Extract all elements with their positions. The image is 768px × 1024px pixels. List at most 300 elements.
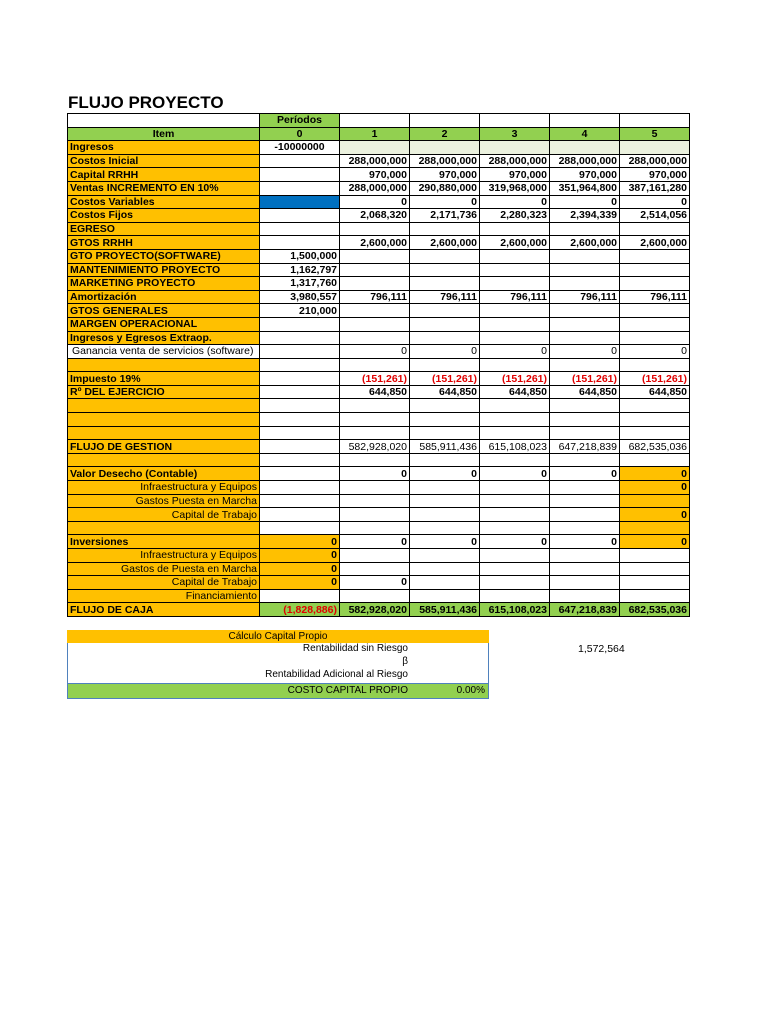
cell-period-3: 0 <box>480 535 550 549</box>
cell-period-3 <box>480 576 550 590</box>
cell-period-3 <box>480 249 550 263</box>
cell-period-4 <box>550 453 620 467</box>
cell-period-0 <box>260 426 340 440</box>
cell-period-5 <box>620 277 690 291</box>
cell-period-0 <box>260 494 340 508</box>
cell-period-4 <box>550 549 620 563</box>
cell-period-0 <box>260 440 340 454</box>
cell-period-2 <box>410 331 480 345</box>
cell-period-1: 0 <box>340 535 410 549</box>
table-row <box>68 249 690 263</box>
cell-period-0: 1,500,000 <box>260 249 340 263</box>
cell-period-1: 288,000,000 <box>340 181 410 195</box>
table-row <box>68 358 690 372</box>
cell-period-0 <box>260 236 340 250</box>
table-row <box>68 494 690 508</box>
costo-capital-value: 0.00% <box>456 685 485 696</box>
cell-period-4 <box>550 317 620 331</box>
cell-period-0 <box>260 358 340 372</box>
row-label: GTOS RRHH <box>68 236 260 250</box>
cell-period-0: 1,162,797 <box>260 263 340 277</box>
cell-period-0 <box>260 372 340 386</box>
cell-period-3: 615,108,023 <box>480 440 550 454</box>
cell-period-3 <box>480 589 550 603</box>
cell-period-0: (1,828,886) <box>260 603 340 617</box>
cell-period-1 <box>340 277 410 291</box>
periods-row <box>68 114 690 128</box>
cell-period-3: 0 <box>480 195 550 209</box>
cell-period-4 <box>550 562 620 576</box>
cell-period-3 <box>480 413 550 427</box>
cell-period-2 <box>410 508 480 522</box>
cell-period-4 <box>550 358 620 372</box>
cell-period-4 <box>550 141 620 155</box>
cell-period-3: (151,261) <box>480 372 550 386</box>
cell-period-5 <box>620 576 690 590</box>
cell-period-4 <box>550 331 620 345</box>
table-row <box>68 317 690 331</box>
row-label <box>68 521 260 535</box>
cell-period-4 <box>550 589 620 603</box>
periods-header: Períodos <box>260 114 340 128</box>
table-row <box>68 222 690 236</box>
table-row <box>68 535 690 549</box>
cell-period-1: 2,068,320 <box>340 209 410 223</box>
cell-period-2: 2,600,000 <box>410 236 480 250</box>
table-row <box>68 562 690 576</box>
cell-period-3 <box>480 277 550 291</box>
beta-label: β <box>402 656 408 667</box>
cell-period-0: 0 <box>260 535 340 549</box>
rentabilidad-adicional-label: Rentabilidad Adicional al Riesgo <box>265 669 408 680</box>
cell-period-1: 644,850 <box>340 385 410 399</box>
cell-period-0 <box>260 209 340 223</box>
table-row <box>68 603 690 617</box>
cell-period-5: 796,111 <box>620 290 690 304</box>
table-row <box>68 372 690 386</box>
capital-propio-side-value: 1,572,564 <box>578 643 625 655</box>
cell-period-0: 210,000 <box>260 304 340 318</box>
cell-period-1 <box>340 562 410 576</box>
cell-period-0 <box>260 399 340 413</box>
cell-period-0 <box>260 481 340 495</box>
row-label: EGRESO <box>68 222 260 236</box>
table-row <box>68 481 690 495</box>
cell-period-4 <box>550 222 620 236</box>
cell-period-0 <box>260 331 340 345</box>
cell-period-4 <box>550 426 620 440</box>
blank-cell <box>410 114 480 128</box>
cell-period-1 <box>340 358 410 372</box>
table-body <box>68 114 690 617</box>
cell-period-3 <box>480 304 550 318</box>
cell-period-3 <box>480 141 550 155</box>
cell-period-1 <box>340 426 410 440</box>
cell-period-0: 0 <box>260 576 340 590</box>
cell-period-3 <box>480 508 550 522</box>
cell-period-5 <box>620 453 690 467</box>
cell-period-3: 2,280,323 <box>480 209 550 223</box>
cell-period-2 <box>410 589 480 603</box>
row-label <box>68 358 260 372</box>
period-header: 2 <box>410 127 480 141</box>
cell-period-1 <box>340 494 410 508</box>
cell-period-4: 647,218,839 <box>550 603 620 617</box>
cell-period-1 <box>340 508 410 522</box>
row-label <box>68 413 260 427</box>
cell-period-5 <box>620 589 690 603</box>
cell-period-0: 1,317,760 <box>260 277 340 291</box>
cell-period-0 <box>260 345 340 359</box>
cell-period-5: (151,261) <box>620 372 690 386</box>
capital-propio-box <box>67 643 489 684</box>
cell-period-4: 0 <box>550 467 620 481</box>
cell-period-2 <box>410 358 480 372</box>
cell-period-3: 288,000,000 <box>480 154 550 168</box>
cell-period-4: 2,394,339 <box>550 209 620 223</box>
cell-period-1 <box>340 453 410 467</box>
table-row <box>68 263 690 277</box>
cell-period-4: 644,850 <box>550 385 620 399</box>
cell-period-3: 2,600,000 <box>480 236 550 250</box>
cell-period-3 <box>480 494 550 508</box>
cell-period-3 <box>480 481 550 495</box>
cell-period-3 <box>480 399 550 413</box>
table-row <box>68 549 690 563</box>
cell-period-5 <box>620 222 690 236</box>
cell-period-0 <box>260 154 340 168</box>
table-row <box>68 290 690 304</box>
cell-period-3: 0 <box>480 467 550 481</box>
table-row <box>68 141 690 155</box>
row-label: GTO PROYECTO(SOFTWARE) <box>68 249 260 263</box>
row-label: Ingresos <box>68 141 260 155</box>
period-header: 1 <box>340 127 410 141</box>
row-label: MANTENIMIENTO PROYECTO <box>68 263 260 277</box>
period-header: 5 <box>620 127 690 141</box>
cell-period-1: 2,600,000 <box>340 236 410 250</box>
cell-period-2 <box>410 576 480 590</box>
row-label: Capital RRHH <box>68 168 260 182</box>
cell-period-3: 796,111 <box>480 290 550 304</box>
row-label: Valor Desecho (Contable) <box>68 467 260 481</box>
cell-period-5 <box>620 304 690 318</box>
cell-period-2: 0 <box>410 345 480 359</box>
cell-period-2: 644,850 <box>410 385 480 399</box>
table-row <box>68 589 690 603</box>
cell-period-0 <box>260 453 340 467</box>
table-row <box>68 385 690 399</box>
table-row <box>68 209 690 223</box>
cell-period-3: 970,000 <box>480 168 550 182</box>
cell-period-5: 2,514,056 <box>620 209 690 223</box>
costo-capital-label: COSTO CAPITAL PROPIO <box>287 685 408 696</box>
cell-period-2 <box>410 494 480 508</box>
cell-period-5 <box>620 317 690 331</box>
costo-capital-row <box>67 684 489 699</box>
cell-period-4: 2,600,000 <box>550 236 620 250</box>
cell-period-5 <box>620 549 690 563</box>
cell-period-5 <box>620 494 690 508</box>
table-row <box>68 399 690 413</box>
cell-period-2: 585,911,436 <box>410 603 480 617</box>
cell-period-0 <box>260 181 340 195</box>
period-numbers-row <box>68 127 690 141</box>
cell-period-4 <box>550 249 620 263</box>
table-row <box>68 508 690 522</box>
cell-period-3 <box>480 549 550 563</box>
cell-period-1 <box>340 399 410 413</box>
cell-period-2: 796,111 <box>410 290 480 304</box>
cell-period-1 <box>340 521 410 535</box>
cell-period-4: 0 <box>550 535 620 549</box>
table-row <box>68 345 690 359</box>
cell-period-0: 3,980,557 <box>260 290 340 304</box>
cell-period-4 <box>550 399 620 413</box>
page-title: FLUJO PROYECTO <box>68 93 224 112</box>
cell-period-2 <box>410 304 480 318</box>
cell-period-0: -10000000 <box>260 141 340 155</box>
cell-period-5: 0 <box>620 508 690 522</box>
cell-period-1 <box>340 317 410 331</box>
cell-period-3 <box>480 331 550 345</box>
cell-period-0 <box>260 195 340 209</box>
cell-period-4 <box>550 263 620 277</box>
cell-period-5: 682,535,036 <box>620 603 690 617</box>
cell-period-4: (151,261) <box>550 372 620 386</box>
cell-period-5 <box>620 331 690 345</box>
row-label: MARKETING PROYECTO <box>68 277 260 291</box>
cell-period-1: 0 <box>340 195 410 209</box>
capital-propio-panel <box>67 630 489 699</box>
row-label <box>68 426 260 440</box>
cell-period-4: 647,218,839 <box>550 440 620 454</box>
cell-period-5 <box>620 141 690 155</box>
cell-period-1 <box>340 589 410 603</box>
cell-period-0 <box>260 385 340 399</box>
cell-period-4: 0 <box>550 195 620 209</box>
cell-period-2 <box>410 521 480 535</box>
cell-period-1 <box>340 222 410 236</box>
table-row <box>68 331 690 345</box>
row-label: Ganancia venta de servicios (software) <box>68 345 260 359</box>
cell-period-4: 796,111 <box>550 290 620 304</box>
cell-period-5 <box>620 358 690 372</box>
cell-period-3 <box>480 317 550 331</box>
blank-cell <box>68 114 260 128</box>
table-row <box>68 236 690 250</box>
cell-period-2: 0 <box>410 535 480 549</box>
item-header: Item <box>68 127 260 141</box>
row-label: Gastos de Puesta en Marcha <box>68 562 260 576</box>
table-row <box>68 413 690 427</box>
capital-propio-title: Cálculo Capital Propio <box>67 630 489 643</box>
cell-period-1: 970,000 <box>340 168 410 182</box>
cell-period-2: 2,171,736 <box>410 209 480 223</box>
table-row <box>68 277 690 291</box>
cell-period-0 <box>260 317 340 331</box>
table-row <box>68 440 690 454</box>
cell-period-5: 970,000 <box>620 168 690 182</box>
cell-period-4 <box>550 304 620 318</box>
cell-period-2 <box>410 317 480 331</box>
cell-period-1: 582,928,020 <box>340 603 410 617</box>
cell-period-5 <box>620 413 690 427</box>
row-label: GTOS GENERALES <box>68 304 260 318</box>
cell-period-4: 351,964,800 <box>550 181 620 195</box>
table-row <box>68 453 690 467</box>
table-row <box>68 467 690 481</box>
row-label: Amortización <box>68 290 260 304</box>
cell-period-1: 796,111 <box>340 290 410 304</box>
cell-period-5: 644,850 <box>620 385 690 399</box>
table-row <box>68 181 690 195</box>
cell-period-2 <box>410 277 480 291</box>
cell-period-2 <box>410 481 480 495</box>
cell-period-2 <box>410 399 480 413</box>
cell-period-1 <box>340 331 410 345</box>
row-label: Capital de Trabajo <box>68 508 260 522</box>
cell-period-0 <box>260 508 340 522</box>
cell-period-4 <box>550 494 620 508</box>
cell-period-0 <box>260 222 340 236</box>
cell-period-2 <box>410 413 480 427</box>
rentabilidad-sin-riesgo-label: Rentabilidad sin Riesgo <box>302 643 408 654</box>
cell-period-1: 582,928,020 <box>340 440 410 454</box>
row-label <box>68 399 260 413</box>
row-label: FLUJO DE CAJA <box>68 603 260 617</box>
cell-period-3: 644,850 <box>480 385 550 399</box>
row-label: Capital de Trabajo <box>68 576 260 590</box>
cell-period-1 <box>340 141 410 155</box>
table-row <box>68 154 690 168</box>
cell-period-2 <box>410 249 480 263</box>
row-label: Costos Variables <box>68 195 260 209</box>
cell-period-3: 319,968,000 <box>480 181 550 195</box>
cell-period-5: 288,000,000 <box>620 154 690 168</box>
table-row <box>68 576 690 590</box>
blank-cell <box>620 114 690 128</box>
row-label: Ingresos y Egresos Extraop. <box>68 331 260 345</box>
cell-period-4: 0 <box>550 345 620 359</box>
blank-cell <box>480 114 550 128</box>
cell-period-2 <box>410 453 480 467</box>
row-label: Costos Inicial <box>68 154 260 168</box>
row-label: Costos Fijos <box>68 209 260 223</box>
row-label: Inversiones <box>68 535 260 549</box>
cell-period-3 <box>480 222 550 236</box>
cell-period-3: 615,108,023 <box>480 603 550 617</box>
cell-period-4: 288,000,000 <box>550 154 620 168</box>
table-row <box>68 426 690 440</box>
cell-period-2 <box>410 549 480 563</box>
cell-period-5 <box>620 399 690 413</box>
cell-period-0 <box>260 168 340 182</box>
cell-period-2: 0 <box>410 195 480 209</box>
cell-period-5 <box>620 249 690 263</box>
row-label: Ventas INCREMENTO EN 10% <box>68 181 260 195</box>
cell-period-0 <box>260 589 340 603</box>
cell-period-0 <box>260 413 340 427</box>
cell-period-3 <box>480 358 550 372</box>
row-label: Rº DEL EJERCICIO <box>68 385 260 399</box>
cell-period-1 <box>340 263 410 277</box>
cell-period-2: 970,000 <box>410 168 480 182</box>
row-label: Impuesto 19% <box>68 372 260 386</box>
cell-period-1 <box>340 249 410 263</box>
cell-period-5: 2,600,000 <box>620 236 690 250</box>
cell-period-1: (151,261) <box>340 372 410 386</box>
cell-period-5 <box>620 521 690 535</box>
table-row <box>68 195 690 209</box>
table-row <box>68 521 690 535</box>
cell-period-1: 0 <box>340 467 410 481</box>
cell-period-5: 0 <box>620 535 690 549</box>
cell-period-3: 0 <box>480 345 550 359</box>
cell-period-5: 682,535,036 <box>620 440 690 454</box>
cell-period-2: (151,261) <box>410 372 480 386</box>
cell-period-0 <box>260 467 340 481</box>
row-label: MARGEN OPERACIONAL <box>68 317 260 331</box>
cell-period-3 <box>480 562 550 576</box>
cell-period-2: 290,880,000 <box>410 181 480 195</box>
cell-period-4 <box>550 508 620 522</box>
cell-period-3 <box>480 263 550 277</box>
table-row <box>68 304 690 318</box>
cell-period-3 <box>480 521 550 535</box>
cell-period-4 <box>550 413 620 427</box>
cell-period-3 <box>480 426 550 440</box>
cell-period-4 <box>550 521 620 535</box>
row-label: FLUJO DE GESTION <box>68 440 260 454</box>
cell-period-2: 0 <box>410 467 480 481</box>
cash-flow-table <box>67 113 690 617</box>
cell-period-5: 0 <box>620 345 690 359</box>
cell-period-1 <box>340 549 410 563</box>
cell-period-1: 0 <box>340 576 410 590</box>
cell-period-2 <box>410 426 480 440</box>
cell-period-2 <box>410 562 480 576</box>
cell-period-1 <box>340 413 410 427</box>
cell-period-4: 970,000 <box>550 168 620 182</box>
cell-period-5 <box>620 263 690 277</box>
cell-period-5: 0 <box>620 481 690 495</box>
cell-period-0: 0 <box>260 562 340 576</box>
cell-period-5: 0 <box>620 195 690 209</box>
cell-period-3 <box>480 453 550 467</box>
table-row <box>68 168 690 182</box>
cell-period-2 <box>410 222 480 236</box>
cell-period-1 <box>340 304 410 318</box>
cell-period-1 <box>340 481 410 495</box>
cell-period-0: 0 <box>260 549 340 563</box>
cell-period-4 <box>550 277 620 291</box>
cell-period-2 <box>410 263 480 277</box>
row-label <box>68 453 260 467</box>
cell-period-2: 288,000,000 <box>410 154 480 168</box>
period-header: 3 <box>480 127 550 141</box>
blank-cell <box>340 114 410 128</box>
row-label: Infraestructura y Equipos <box>68 549 260 563</box>
cell-period-2: 585,911,436 <box>410 440 480 454</box>
cell-period-2 <box>410 141 480 155</box>
row-label: Gastos Puesta en Marcha <box>68 494 260 508</box>
row-label: Financiamiento <box>68 589 260 603</box>
period-header: 0 <box>260 127 340 141</box>
cell-period-1: 0 <box>340 345 410 359</box>
period-header: 4 <box>550 127 620 141</box>
blank-cell <box>550 114 620 128</box>
